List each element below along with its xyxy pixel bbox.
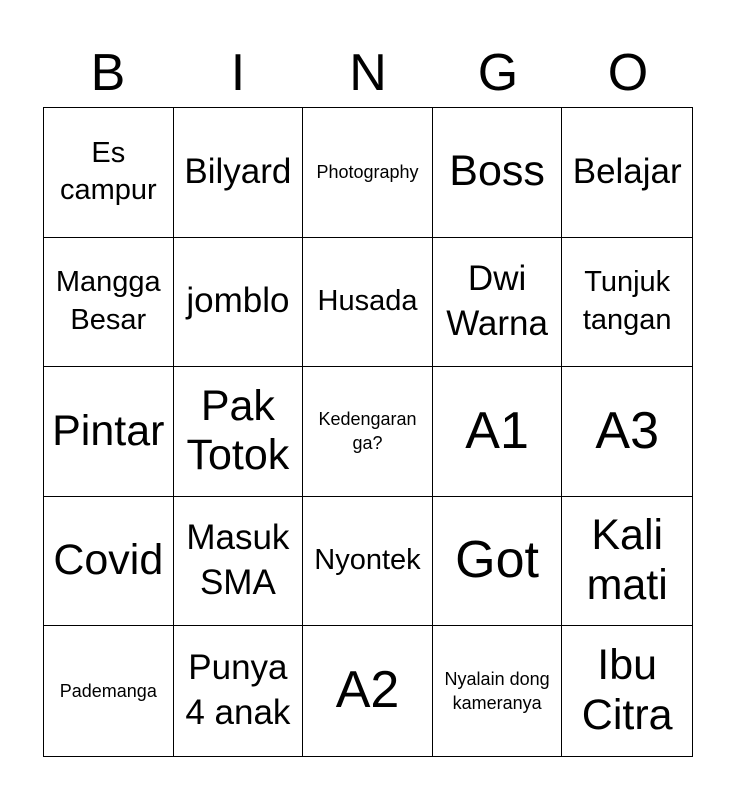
cell-text: Boss	[449, 147, 545, 196]
bingo-cell-r3-c3[interactable]	[303, 367, 433, 497]
cell-text: Pademanga	[59, 681, 157, 702]
cell-text: Got	[455, 531, 539, 590]
cell-text: A3	[595, 401, 659, 460]
bingo-cell-r5-c4[interactable]	[433, 626, 563, 756]
cell-text: Covid	[53, 536, 164, 585]
cell-text: Bilyard	[184, 151, 292, 191]
header-letter-i: I	[230, 44, 246, 102]
bingo-cell-r3-c4[interactable]	[433, 367, 563, 497]
bingo-cell-r1-c5[interactable]	[562, 108, 692, 238]
bingo-cell-r2-c1[interactable]	[44, 238, 174, 368]
bingo-cell-r4-c1[interactable]	[44, 497, 174, 627]
cell-text: Ibu Citra	[581, 641, 673, 740]
header-letter-o: O	[607, 44, 649, 102]
cell-text: Pak Totok	[186, 381, 290, 480]
bingo-cell-r4-c3[interactable]	[303, 497, 433, 627]
bingo-cell-r1-c1[interactable]	[44, 108, 174, 238]
cell-text: Es campur	[59, 136, 157, 207]
bingo-cell-r2-c2[interactable]	[174, 238, 304, 368]
cell-text: Kali mati	[586, 511, 668, 610]
cell-text: Dwi Warna	[446, 259, 548, 343]
cell-text: Nyalain dong kameranya	[444, 668, 550, 714]
bingo-cell-r3-c5[interactable]	[562, 367, 692, 497]
cell-text: jomblo	[186, 281, 290, 321]
bingo-cell-r3-c2[interactable]	[174, 367, 304, 497]
cell-text: A1	[465, 401, 529, 460]
bingo-cell-r4-c2[interactable]	[174, 497, 304, 627]
bingo-cell-r2-c3[interactable]	[303, 238, 433, 368]
bingo-header	[43, 40, 693, 106]
bingo-cell-r1-c3[interactable]	[303, 108, 433, 238]
cell-text: Punya 4 anak	[185, 648, 291, 733]
cell-text: Belajar	[572, 151, 682, 191]
bingo-cell-r2-c4[interactable]	[433, 238, 563, 368]
bingo-cell-r4-c5[interactable]	[562, 497, 692, 627]
cell-text: Masuk SMA	[186, 518, 290, 603]
bingo-cell-r5-c2[interactable]	[174, 626, 304, 756]
cell-text: Tunjuk tangan	[582, 266, 672, 336]
bingo-cell-r3-c1[interactable]	[44, 367, 174, 497]
header-letter-n: N	[349, 44, 387, 102]
cell-text: Kedengaran ga?	[318, 409, 417, 454]
header-letter-g: G	[477, 44, 519, 102]
cell-text: A2	[335, 661, 400, 720]
bingo-cell-r1-c4[interactable]	[433, 108, 563, 238]
bingo-cell-r5-c5[interactable]	[562, 626, 692, 756]
header-letter-b: B	[90, 44, 126, 102]
bingo-cell-r5-c3[interactable]	[303, 626, 433, 756]
bingo-cell-r4-c4[interactable]	[433, 497, 563, 627]
cell-text: Husada	[317, 285, 418, 318]
cell-text: Mangga Besar	[55, 266, 161, 336]
bingo-board	[43, 107, 693, 757]
cell-text: Nyontek	[314, 544, 421, 577]
bingo-cell-r5-c1[interactable]	[44, 626, 174, 756]
bingo-cell-r1-c2[interactable]	[174, 108, 304, 238]
bingo-cell-r2-c5[interactable]	[562, 238, 692, 368]
cell-text: Photography	[316, 162, 419, 183]
cell-text: Pintar	[52, 406, 165, 455]
